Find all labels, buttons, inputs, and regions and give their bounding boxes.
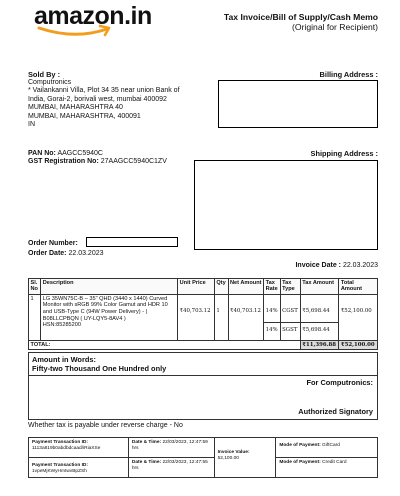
col-header: Net Amount: [228, 279, 264, 295]
pan-label: PAN No:: [28, 150, 56, 157]
for-seller-label: For Computronics:: [306, 378, 373, 387]
reverse-charge-note: Whether tax is payable under reverse charge - No: [28, 422, 183, 429]
col-header: Total Amount: [339, 279, 378, 295]
payment-row: [29, 458, 378, 478]
txn-label: Payment Transaction ID:: [32, 440, 88, 445]
tax-rate-cell: 14%: [264, 294, 280, 322]
seller-address-line: MUMBAI, MAHARASHTRA, 400091: [28, 112, 141, 120]
order-date-value: 22.03.2023: [68, 250, 104, 257]
invoice-subtitle: (Original for Recipient): [292, 22, 378, 32]
tax-rate-cell: 14%: [264, 322, 280, 340]
datetime-label: Date & Time:: [131, 440, 162, 445]
datetime-value: 22/03/2023, 12:47:59 hrs: [131, 440, 208, 451]
gst-label: GST Registration No:: [28, 158, 99, 165]
datetime-label: Date & Time:: [131, 460, 162, 465]
invoice-title: Tax Invoice/Bill of Supply/Cash Memo: [223, 12, 378, 22]
total-tax-cell: ₹11,396.88: [300, 340, 339, 349]
col-header: Sl. No: [29, 279, 41, 295]
tax-amount-cell: ₹5,698.44: [300, 322, 339, 340]
document-title: [224, 12, 378, 32]
tax-amount-cell: ₹5,698.44: [300, 294, 339, 322]
table-row: [29, 294, 378, 322]
sold-by-label: Sold By :: [28, 70, 61, 79]
payment-table: [28, 437, 378, 478]
items-table: [28, 278, 378, 350]
tax-type-cell: CGST: [280, 294, 300, 322]
amazon-logo: [34, 4, 164, 38]
sl-cell: 1: [29, 294, 41, 340]
seller-name: Computronics: [28, 79, 72, 86]
col-header: Description: [41, 279, 178, 295]
invoice-date-row: [295, 262, 378, 270]
invoice-date-label: Invoice Date :: [295, 262, 341, 269]
seller-address-line: * Vailankanni Villa, Plot 34 35 near union Bank of: [28, 87, 180, 95]
col-header: Tax Amount: [300, 279, 339, 295]
invoice-value: 52,100.00: [217, 456, 239, 461]
unit-price-cell: ₹40,703.12: [178, 294, 215, 340]
mode-label: Mode of Payment:: [279, 460, 321, 465]
col-header: Tax Rate: [264, 279, 280, 295]
item-description: LG 35WN75C-B – 35" QHD (3440 x 1440) Curved Monitor with sRGB 99% Color Gamut and HDR 10 and USB-Type C (94W Power Delivery) - | B08LLCPBQN ( UY-LQY5-8AV4 ): [42, 295, 168, 322]
amount-in-words-box: [28, 352, 378, 376]
total-row: [29, 340, 378, 349]
gst-value: 27AAGCC5940C1ZV: [100, 158, 167, 165]
pan-value: AAGCC5940C: [57, 150, 103, 157]
order-number-label: Order Number:: [28, 240, 78, 247]
seller-address-line: MUMBAI, MAHARASHTRA 40: [28, 104, 123, 112]
smile-arrow-icon: [37, 24, 115, 38]
table-header-row: [29, 279, 378, 295]
gst-row: [28, 158, 167, 166]
tax-type-cell: SGST: [280, 322, 300, 340]
description-cell: [41, 294, 178, 340]
col-header: Unit Price: [178, 279, 215, 295]
shipping-address-label: Shipping Address :: [310, 149, 378, 158]
amount-words-value: Fifty-two Thousand One Hundred only: [32, 364, 167, 373]
signatory-box: [28, 376, 378, 420]
seller-block: [28, 79, 218, 129]
order-number-row: [28, 240, 78, 248]
shipping-address-redacted: [194, 160, 378, 250]
datetime-value: 22/03/2023, 12:47:55 hrs: [131, 460, 208, 471]
billing-address-redacted: [218, 80, 378, 128]
item-hsn: HSN:85285200: [42, 322, 82, 329]
txn-id: 1113a819b0abdbdcaad/iRiaXSe: [32, 446, 101, 451]
amount-words-label: Amount in Words:: [32, 355, 96, 364]
total-amount-cell: ₹52,100.00: [339, 294, 378, 340]
col-header: Tax Type: [280, 279, 300, 295]
brand-name: amazon.in: [34, 2, 152, 30]
net-amount-cell: ₹40,703.12: [228, 294, 264, 340]
grand-total-cell: ₹52,100.00: [339, 340, 378, 349]
invoice-value-label: Invoice Value:: [217, 450, 250, 455]
seller-address-line: India, Gorai-2, borivali west, mumbai 400092: [28, 95, 167, 103]
total-label: TOTAL:: [29, 340, 301, 349]
mode-value: Credit Card: [322, 460, 347, 465]
order-date-row: [28, 250, 104, 258]
payment-row: [29, 438, 378, 458]
mode-value: GiftCard: [322, 443, 340, 448]
mode-label: Mode of Payment:: [279, 443, 321, 448]
qty-cell: 1: [214, 294, 228, 340]
seller-address-line: IN: [28, 121, 35, 129]
txn-id: 1vpeMjKWyHmtwvBpZSh: [32, 469, 87, 474]
order-date-label: Order Date:: [28, 250, 67, 257]
order-number-redacted: [86, 237, 178, 247]
billing-address-label: Billing Address :: [319, 70, 378, 79]
authorized-signatory: Authorized Signatory: [298, 407, 373, 416]
txn-label: Payment Transaction ID:: [32, 463, 88, 468]
invoice-date-value: 22.03.2023: [342, 262, 378, 269]
col-header: Qty: [214, 279, 228, 295]
